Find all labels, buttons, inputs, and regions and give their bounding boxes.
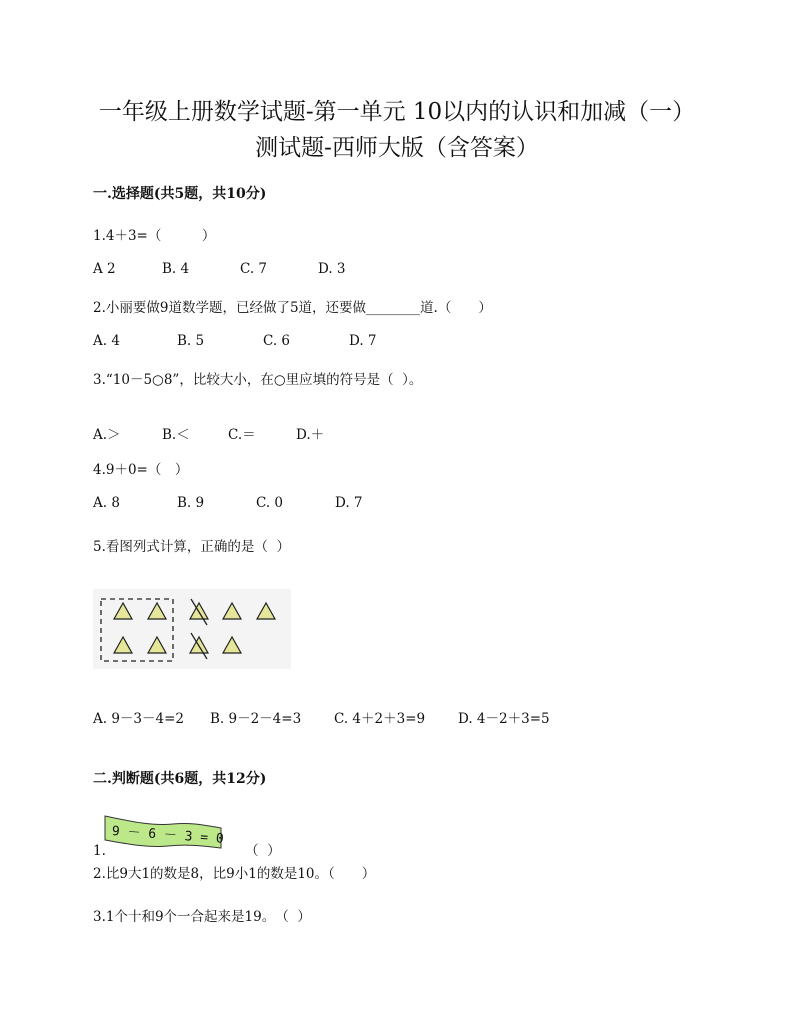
q5-option-b: B. 9－2－4=3 (210, 711, 302, 727)
triangle-icon (114, 637, 132, 653)
document-title-line2: 测试题-西师大版（含答案） (255, 135, 539, 161)
q1-option-b: B. 4 (162, 261, 190, 277)
document-title-line1: 一年级上册数学试题-第一单元 10以内的认识和加减（一） (98, 99, 696, 125)
question-2-stem: 2.小丽要做9道数学题，已经做了5道，还要做________道.（ ） (93, 300, 492, 316)
question-5-stem: 5.看图列式计算，正确的是（ ） (93, 539, 290, 555)
q4-option-c: C. 0 (256, 495, 284, 511)
question-1-stem: 1.4＋3=（ ） (93, 228, 216, 244)
judge-question-2-stem: 2.比9大1的数是8，比9小1的数是10。（ ） (93, 866, 376, 882)
q5-option-a: A. 9－3－4=2 (93, 711, 184, 727)
q3-option-b: B.＜ (162, 427, 190, 443)
q4-option-a: A. 8 (93, 495, 120, 511)
triangle-icon (114, 603, 132, 619)
q3-option-d: D.＋ (296, 427, 325, 443)
judge-question-1-number: 1. (93, 843, 106, 859)
equation-text: 9 － 6 － 3 = 0 (111, 824, 225, 847)
q2-option-a: A. 4 (93, 333, 120, 349)
q4-option-b: B. 9 (177, 495, 205, 511)
section2-heading: 二.判断题(共6题，共12分) (93, 771, 267, 787)
triangle-figure (93, 589, 291, 669)
q3-option-c: C.＝ (228, 427, 256, 443)
judge-question-1-blank: （ ） (245, 843, 281, 859)
question-3-stem: 3.“10－5○8”，比较大小，在○里应填的符号是（ ）。 (93, 372, 423, 388)
triangle-icon (148, 637, 166, 653)
question-4-stem: 4.9＋0=（ ） (93, 462, 189, 478)
triangle-icon (223, 603, 241, 619)
q2-option-b: B. 5 (177, 333, 205, 349)
q5-option-c: C. 4＋2＋3=9 (334, 711, 426, 727)
q1-option-a: A 2 (93, 261, 116, 277)
q2-option-d: D. 7 (349, 333, 377, 349)
q2-option-c: C. 6 (263, 333, 291, 349)
section1-heading: 一.选择题(共5题，共10分) (93, 186, 267, 202)
q1-option-d: D. 3 (318, 261, 346, 277)
q5-option-d: D. 4－2＋3=5 (458, 711, 550, 727)
q4-option-d: D. 7 (335, 495, 363, 511)
q1-option-c: C. 7 (240, 261, 268, 277)
judge-question-3-stem: 3.1个十和9个一合起来是19。 （ ） (93, 909, 311, 925)
triangle-icon (148, 603, 166, 619)
triangle-icon (223, 637, 241, 653)
q3-option-a: A.＞ (93, 427, 121, 443)
triangle-icon (257, 603, 275, 619)
